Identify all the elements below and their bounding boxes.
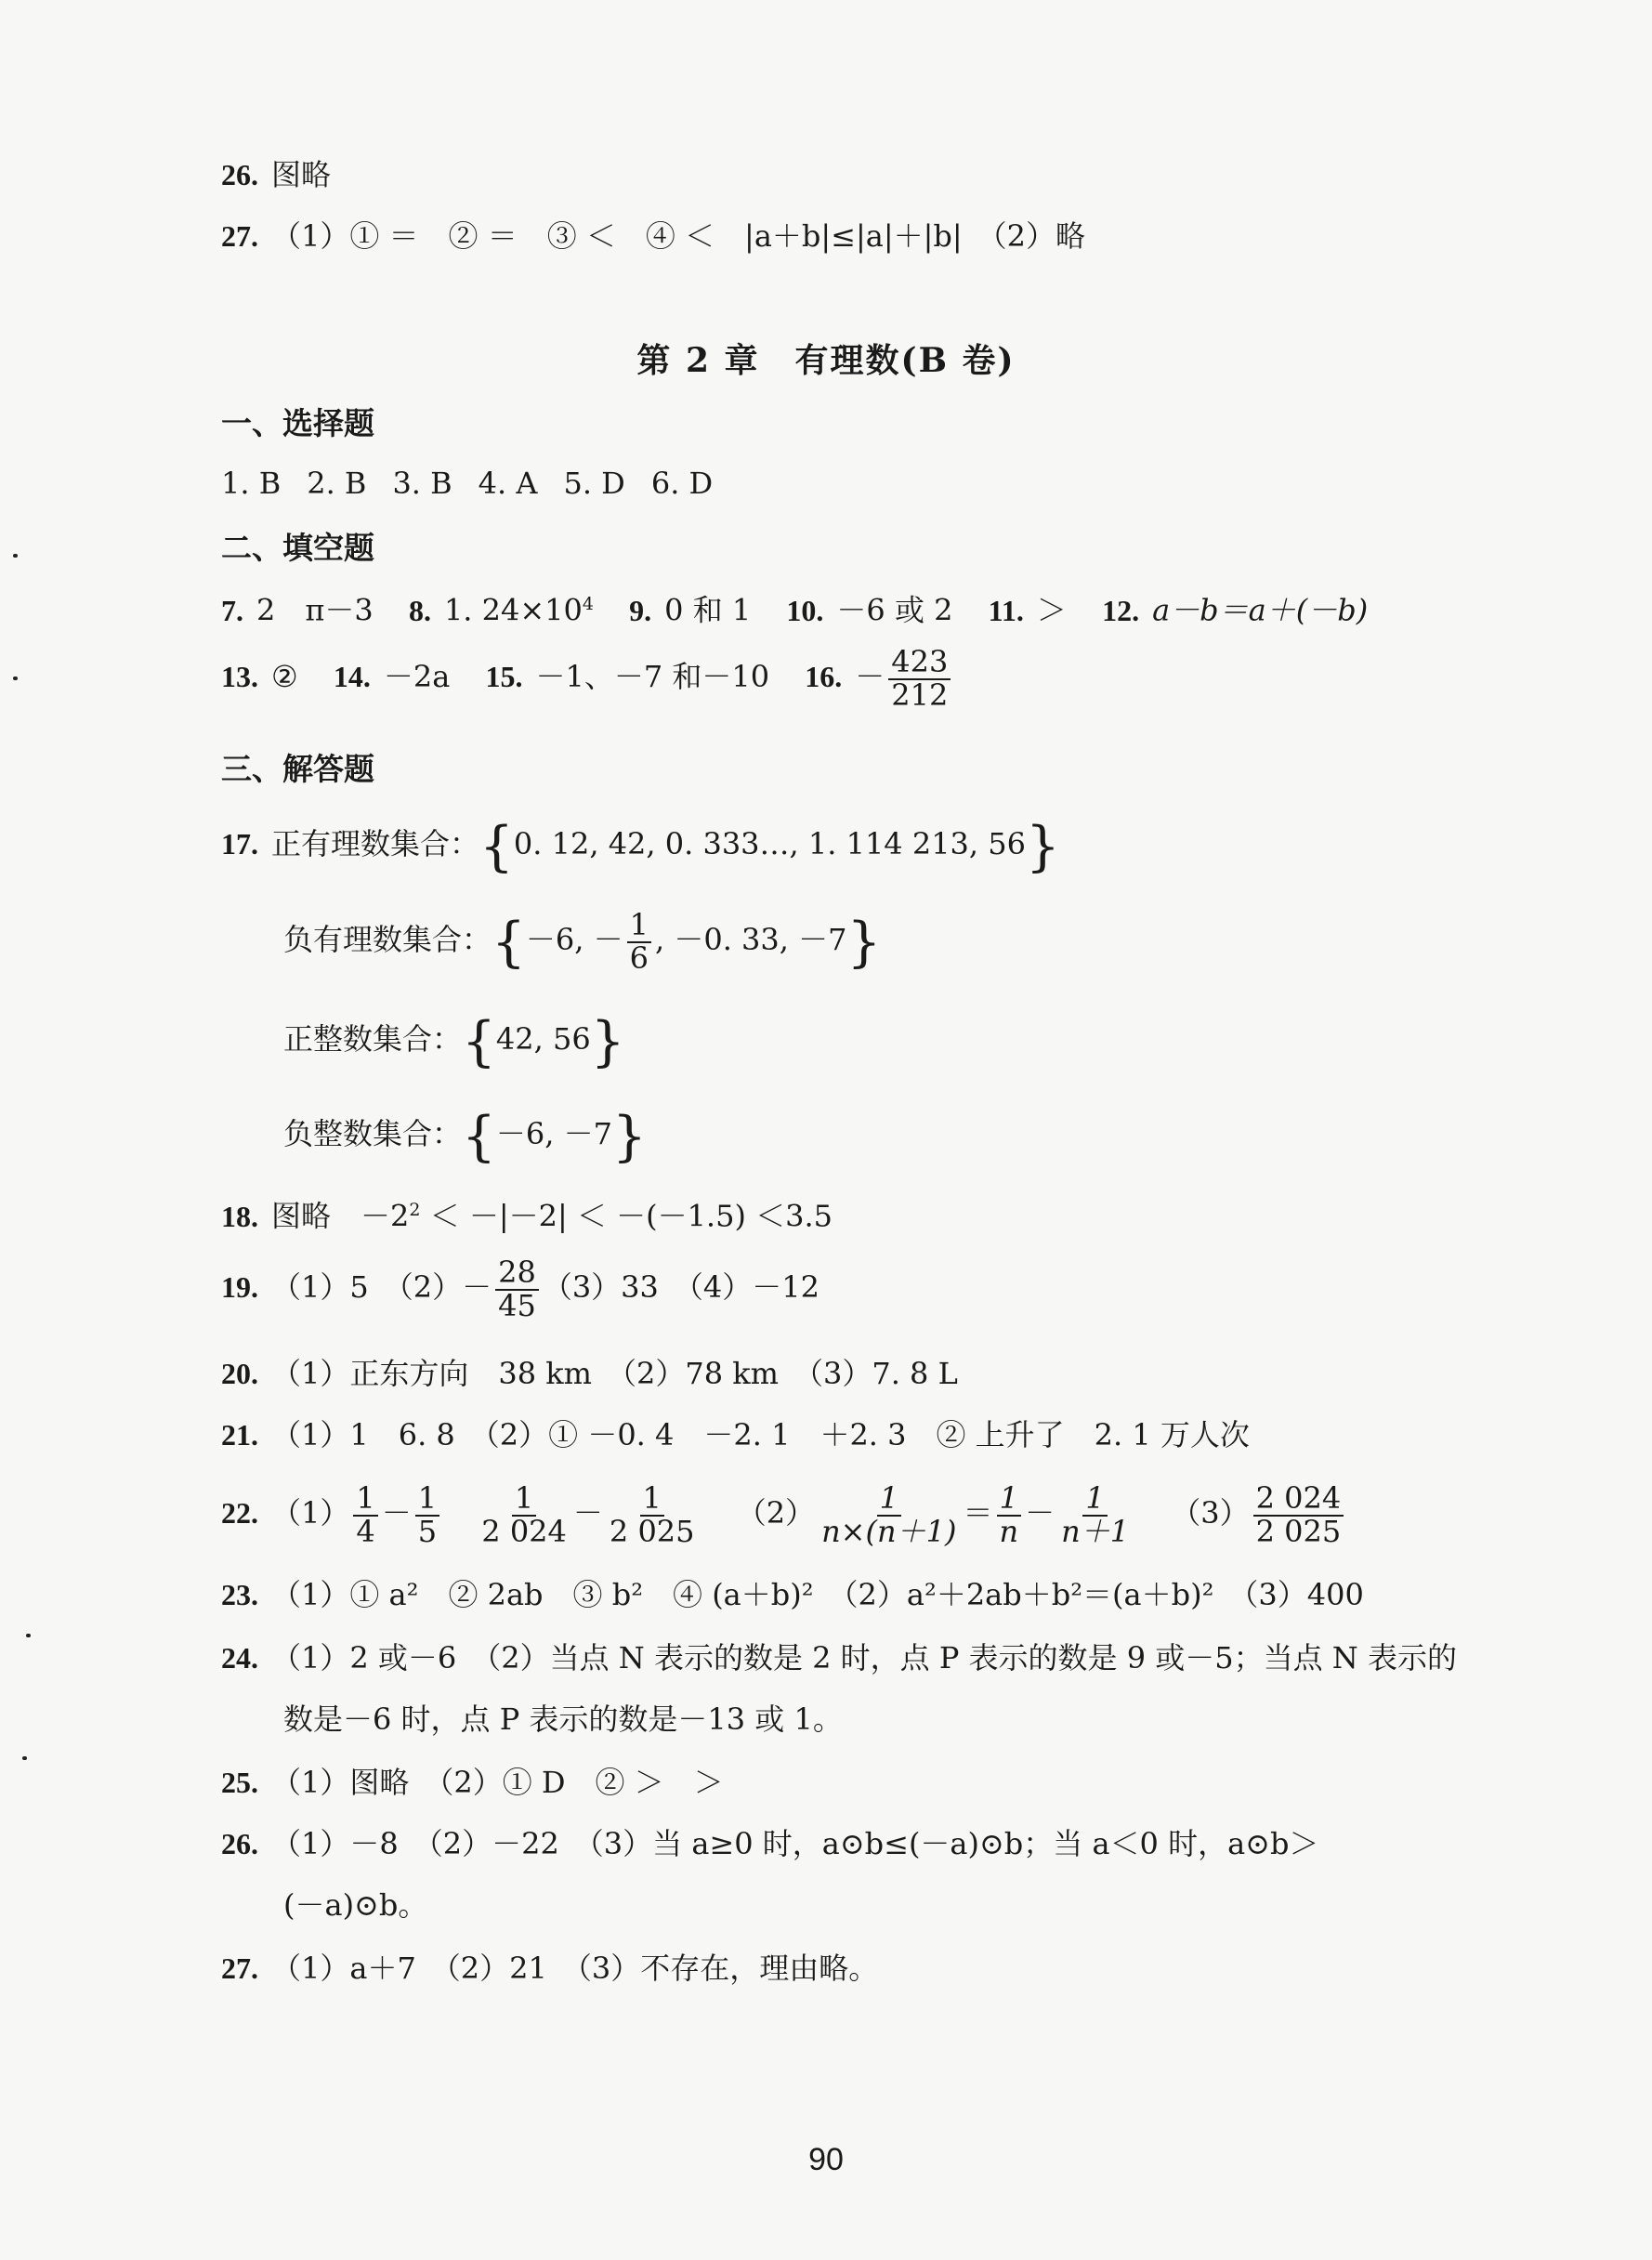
section-solve: 三、解答题: [221, 751, 374, 787]
fraction-q16: $\frac{423}{212}$: [888, 647, 951, 711]
scan-speck: [13, 677, 18, 680]
section-fill: 二、填空题: [221, 530, 374, 566]
fill-answers-row2: 13. ② 14. －2a 15. －1、－7 和－10 16. － $\frac{423}{212}$: [221, 647, 954, 711]
fraction-1-5: $\frac{1}{5}$: [415, 1483, 439, 1547]
answer-21: 21. （1）1 6. 8 （2）① －0. 4 －2. 1 ＋2. 3 ② 上升了 2. 1 万人次: [221, 1417, 1250, 1452]
fraction-1-4: $\frac{1}{4}$: [353, 1483, 377, 1547]
answer-24-line2: 数是－6 时，点 P 表示的数是－13 或 1。: [283, 1702, 843, 1737]
fraction-1-2025: $\frac{1}{2 025}$: [609, 1479, 695, 1549]
answer-17-positive-int: 正整数集合：{42, 56}: [283, 1009, 625, 1073]
fraction-n-general: $\frac{1}{n\times(n+1)}$: [821, 1479, 957, 1549]
answer-22: 22. （1） $\frac{1}{4}$ － $\frac{1}{5}$ $\frac{1}{2 024}$ － $\frac{1}{2 025}$ （2） $\frac{1}{n\times(n+1)}$ ＝ $\frac{1}{n}$ － $\frac{1}{n+1}$ （3） $\frac{2 024}{2 025}$: [221, 1478, 1347, 1548]
answer-27-top: 27. （1）① ＝ ② ＝ ③ ＜ ④ ＜ |a＋b|≤|a|＋|b| （2）略: [221, 218, 1086, 254]
answer-26-line2: (－a)⊙b。: [283, 1887, 428, 1923]
fraction-1-n-plus-1: $\frac{1}{n+1}$: [1061, 1479, 1130, 1549]
answer-25: 25. （1）图略 （2）① D ② ＞ ＞: [221, 1765, 724, 1800]
chapter-title: 第 2 章 有理数(B 卷): [636, 341, 1016, 380]
scan-speck: [13, 554, 18, 558]
answer-24-line1: 24. （1）2 或－6 （2）当点 N 表示的数是 2 时，点 P 表示的数是 9 或－5；当点 N 表示的: [221, 1640, 1457, 1675]
answer-17-negative-int: 负整数集合：{－6, －7}: [283, 1104, 647, 1168]
fraction-1-2024: $\frac{1}{2 024}$: [481, 1479, 567, 1549]
answer-26-line1: 26. （1）－8 （2）－22 （3）当 a≥0 时，a⊙b≤(－a)⊙b；当 a＜0 时，a⊙b＞: [221, 1826, 1319, 1861]
section-choice: 一、选择题: [221, 405, 374, 441]
choice-answers: 1. B 2. B 3. B 4. A 5. D 6. D: [221, 466, 714, 501]
answer-18: 18. 图略 $-2^2 < -|-2| < -(-1.5) <3.5$: [221, 1198, 833, 1234]
answer-19: 19. （1）5 （2）－ $\frac{28}{45}$ （3）33 （4）－12: [221, 1254, 819, 1323]
page-number: 90: [808, 2142, 844, 2177]
answer-23: 23. （1）① a² ② 2ab ③ b² ④ (a＋b)² （2）a²＋2ab＋b²＝(a＋b)² （3）400: [221, 1577, 1364, 1612]
scan-speck: [22, 1756, 27, 1760]
scan-speck: [26, 1634, 31, 1637]
fraction-28-45: $\frac{28}{45}$: [495, 1257, 539, 1321]
fraction-one-sixth: $\frac{1}{6}$: [627, 910, 651, 974]
answer-26-top: 26. 图略: [221, 157, 332, 192]
fraction-2024-2025: $\frac{2 024}{2 025}$: [1253, 1483, 1344, 1547]
fill-answers-row1: 7. 2 π－3 8. 1. $24\times 10^4$ 9. 0 和 1 10. －6 或 2 11. ＞ 12. a－b＝a＋(－b): [221, 592, 1369, 628]
answer-17-negative: 负有理数集合：{－6, － $\frac{1}{6}$ , －0. 33, －7}: [283, 906, 882, 976]
answer-17-positive: 17. 正有理数集合：{0. 12, 42, 0. 333…, 1. 114 213, 56}: [221, 814, 1060, 878]
fraction-1-n: $\frac{1}{n}$: [996, 1483, 1021, 1547]
answer-27: 27. （1）a＋7 （2）21 （3）不存在，理由略。: [221, 1951, 879, 1986]
answer-20: 20. （1）正东方向 38 km （2）78 km （3）7. 8 L: [221, 1356, 958, 1391]
